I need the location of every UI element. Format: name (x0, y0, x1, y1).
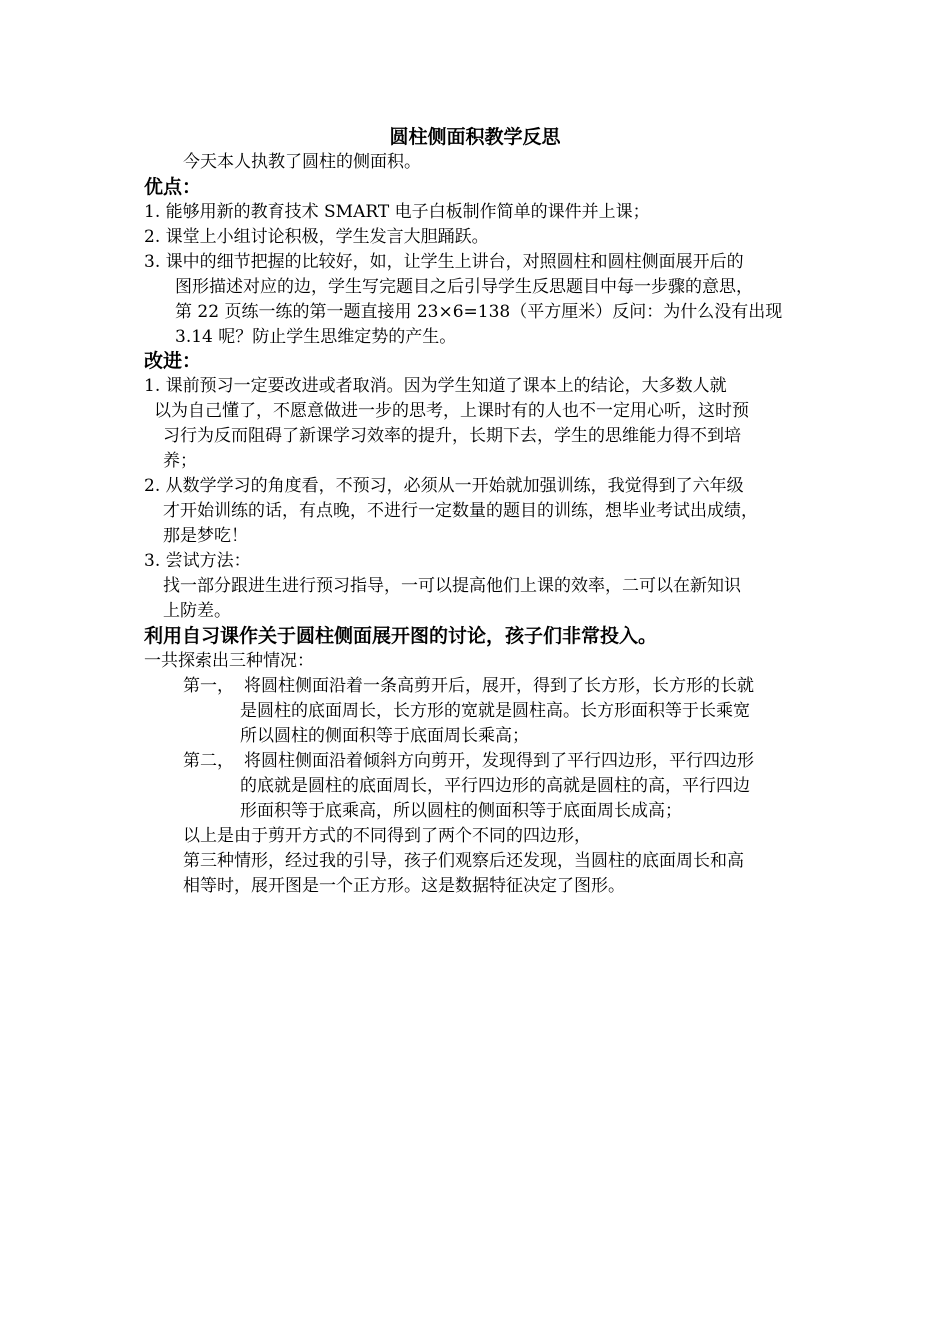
improvement-item-2-line-3: 那是梦吃！ (163, 526, 248, 546)
improvement-item-3-line-3: 上防差。 (163, 601, 231, 621)
advantage-item-3-line-2: 图形描述对应的边，学生写完题目之后引导学生反思题目中每一步骤的意思， (175, 277, 753, 297)
intro-paragraph: 今天本人执教了圆柱的侧面积。 (183, 152, 421, 172)
improvement-item-1-line-3: 习行为反而阻碍了新课学习效率的提升，长期下去，学生的思维能力得不到培 (163, 426, 741, 446)
improvement-item-3-line-1: 3. 尝试方法： (144, 551, 251, 571)
improvement-item-1-line-1: 1. 课前预习一定要改进或者取消。因为学生知道了课本上的结论，大多数人就 (144, 376, 727, 396)
case-first-line-3: 所以圆柱的侧面积等于底面周长乘高； (240, 726, 529, 746)
case-second-line-1: 将圆柱侧面沿着倾斜方向剪开，发现得到了平行四边形，平行四边形 (244, 751, 754, 771)
improvement-item-1-line-2: 以为自己懂了，不愿意做进一步的思考，上课时有的人也不一定用心听，这时预 (154, 401, 749, 421)
document-title: 圆柱侧面积教学反思 (389, 126, 561, 148)
advantage-item-3-line-3: 第 22 页练一练的第一题直接用 23×6=138（平方厘米）反问：为什么没有出现 (175, 302, 783, 322)
case-third-line-2: 相等时，展开图是一个正方形。这是数据特征决定了图形。 (183, 876, 625, 896)
improvement-item-1-line-4: 养； (163, 451, 197, 471)
advantage-item-1: 1. 能够用新的教育技术 SMART 电子白板制作简单的课件并上课； (144, 202, 650, 222)
case-first-label: 第一， (183, 676, 234, 696)
advantage-item-2: 2. 课堂上小组讨论积极，学生发言大胆踊跃。 (144, 227, 489, 247)
improvements-heading: 改进： (144, 350, 202, 372)
discussion-summary: 以上是由于剪开方式的不同得到了两个不同的四边形， (183, 826, 591, 846)
case-second-label: 第二， (183, 751, 234, 771)
case-third-line-1: 第三种情形，经过我的引导，孩子们观察后还发现，当圆柱的底面周长和高 (183, 851, 744, 871)
advantage-item-3-line-4: 3.14 呢？防止学生思维定势的产生。 (175, 327, 457, 347)
case-second-line-3: 形面积等于底乘高，所以圆柱的侧面积等于底面周长成高； (240, 801, 682, 821)
case-first-line-2: 是圆柱的底面周长，长方形的宽就是圆柱高。长方形面积等于长乘宽 (240, 701, 750, 721)
improvement-item-3-line-2: 找一部分跟进生进行预习指导，一可以提高他们上课的效率，二可以在新知识 (163, 576, 741, 596)
discussion-heading: 利用自习课作关于圆柱侧面展开图的讨论，孩子们非常投入。 (144, 625, 658, 647)
improvement-item-2-line-1: 2. 从数学学习的角度看，不预习，必须从一开始就加强训练，我觉得到了六年级 (144, 476, 744, 496)
advantages-heading: 优点： (144, 176, 202, 198)
discussion-lead: 一共探索出三种情况： (144, 651, 314, 671)
improvement-item-2-line-2: 才开始训练的话，有点晚，不进行一定数量的题目的训练，想毕业考试出成绩， (163, 501, 758, 521)
case-second-line-2: 的底就是圆柱的底面周长，平行四边形的高就是圆柱的高，平行四边 (240, 776, 750, 796)
case-first-line-1: 将圆柱侧面沿着一条高剪开后，展开，得到了长方形，长方形的长就 (244, 676, 754, 696)
advantage-item-3-line-1: 3. 课中的细节把握的比较好，如，让学生上讲台，对照圆柱和圆柱侧面展开后的 (144, 252, 744, 272)
